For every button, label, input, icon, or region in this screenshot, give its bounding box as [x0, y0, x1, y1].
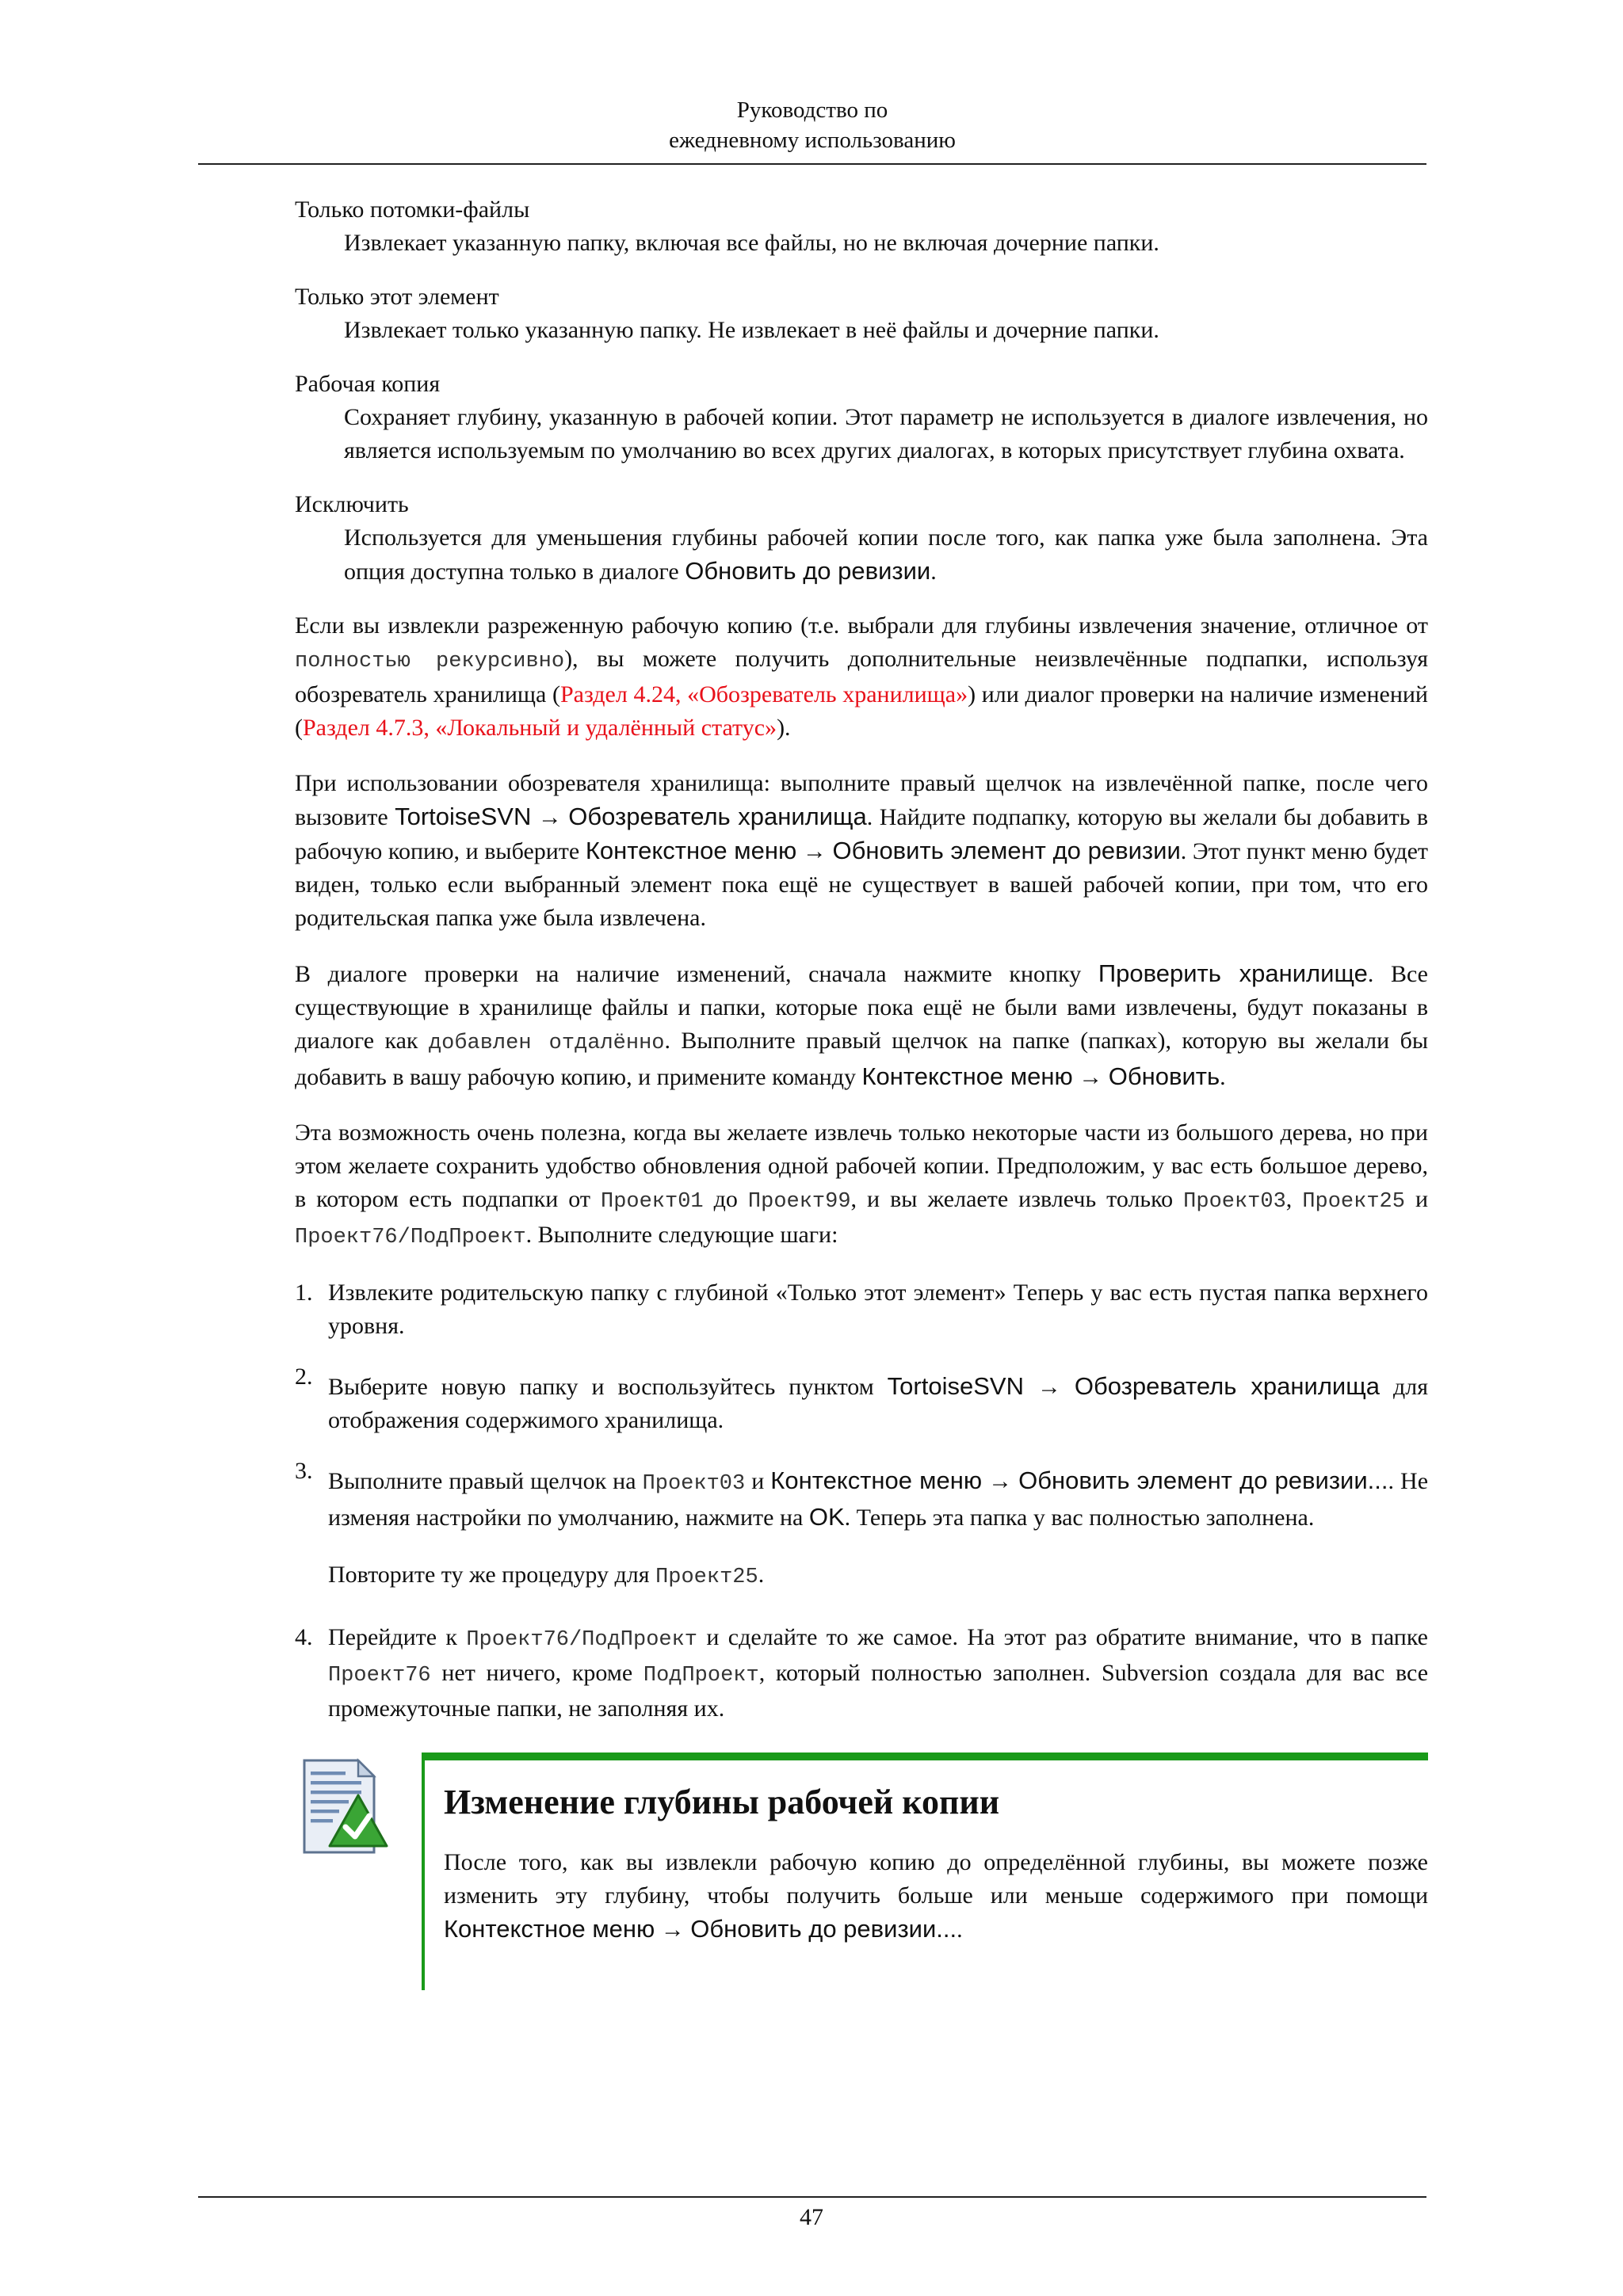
text-run: .	[930, 559, 937, 585]
text-run: ) или диалог проверки на наличие изменений (	[295, 681, 1428, 741]
code-literal: добавлен отдалённо	[428, 1032, 665, 1055]
step-text	[328, 1621, 1428, 1726]
step-number: 2.	[295, 1363, 313, 1390]
text-run: Выберите новую папку и воспользуйтесь пунктом	[328, 1374, 888, 1400]
gui-label: Обновить элемент до ревизии...	[1018, 1466, 1388, 1494]
text-run: Перейдите к	[328, 1624, 467, 1650]
code-literal: Проект25	[655, 1566, 758, 1589]
definition-term: Исключить	[295, 491, 409, 517]
text-run: ).	[777, 715, 791, 741]
code-literal: Проект01	[601, 1190, 704, 1214]
step-number: 3.	[295, 1458, 313, 1484]
text-run: и	[1404, 1186, 1429, 1212]
gui-label: Контекстное меню	[585, 837, 797, 864]
text-run: нет ничего, кроме	[430, 1660, 643, 1686]
text-run: Используется для уменьшения глубины рабочей копии после того, как папка уже была заполнена. Эта опция доступна только в диалоге	[344, 524, 1428, 585]
code-literal: ПодПроект	[643, 1664, 759, 1688]
list-item	[295, 1276, 1428, 1343]
text-run: ), вы можете получить дополнительные неизвлечённые подпапки, используя обозреватель хранилища (	[295, 646, 1428, 707]
step-number: 1.	[295, 1280, 313, 1306]
header-line-1: Руководство по	[736, 97, 888, 123]
gui-label: Обновить до ревизии	[685, 557, 931, 585]
definition-text	[344, 521, 1428, 589]
definition-list	[295, 193, 1428, 589]
text-run: .	[758, 1562, 765, 1588]
list-item	[295, 1458, 1429, 1594]
text-run: , и вы желаете извлечь только	[850, 1186, 1184, 1212]
code-literal: Проект25	[1302, 1190, 1405, 1214]
list-item	[295, 1621, 1428, 1726]
step-text	[328, 1370, 1428, 1437]
cross-reference-link[interactable]: Раздел 4.24, «Обозреватель хранилища»	[559, 681, 968, 707]
gui-label: Обновить до ревизии...	[690, 1915, 957, 1943]
code-literal: Проект03	[642, 1472, 746, 1496]
tip-box	[295, 1753, 1428, 1990]
arrow-icon: →	[537, 804, 562, 830]
definition-term: Только потомки-файлы	[295, 196, 530, 223]
gui-label: Контекстное меню	[770, 1466, 983, 1494]
paragraph-check-modifications	[295, 957, 1428, 1094]
gui-label: Обновить	[1108, 1062, 1220, 1090]
step-text	[328, 1558, 1428, 1594]
text-run: .	[1220, 1064, 1226, 1090]
text-run: и	[745, 1468, 771, 1494]
arrow-icon: →	[1037, 1374, 1061, 1400]
text-run: . Все существующие в хранилище файлы и папки, которые пока ещё не были вами извлечены, будут показаны в диалоге как	[295, 961, 1428, 1054]
running-header	[198, 95, 1426, 155]
definition-term: Рабочая копия	[295, 371, 441, 397]
paragraph-use-case	[295, 1116, 1428, 1254]
text-run: . Не изменяя настройки по умолчанию, нажмите на	[328, 1468, 1429, 1531]
text-run: для отображения содержимого хранилища.	[328, 1374, 1428, 1433]
definition-term: Только этот элемент	[295, 284, 499, 310]
arrow-icon: →	[988, 1468, 1013, 1494]
text-run: При использовании обозревателя хранилища: выполните правый щелчок на извлечённой папке, после чего вызовите	[295, 770, 1428, 830]
gui-label: OK	[808, 1503, 845, 1531]
main-content	[295, 193, 1428, 1990]
code-literal: Проект99	[747, 1190, 851, 1214]
text-run: После того, как вы извлекли рабочую копию до определённой глубины, вы можете позже изменить эту глубину, чтобы получить больше или меньше содержимого при помощи	[444, 1849, 1428, 1909]
steps-list	[295, 1276, 1428, 1726]
step-number: 4.	[295, 1624, 313, 1650]
header-divider	[198, 163, 1426, 165]
tip-document-check-icon	[295, 1757, 390, 1855]
definition-text: Извлекает только указанную папку. Не извлекает в неё файлы и дочерние папки.	[344, 317, 1159, 343]
header-line-2: ежедневному использованию	[669, 128, 956, 153]
text-run: до	[703, 1186, 748, 1212]
text-run: В диалоге проверки на наличие изменений, сначала нажмите кнопку	[295, 961, 1098, 987]
text-run: Повторите ту же процедуру для	[328, 1562, 656, 1588]
tip-text	[444, 1846, 1428, 1947]
arrow-icon: →	[802, 838, 827, 864]
arrow-icon: →	[660, 1917, 685, 1943]
gui-label: Обновить элемент до ревизии	[832, 837, 1181, 864]
text-run: Эта возможность очень полезна, когда вы желаете извлечь только некоторые части из большого дерева, но при этом желаете сохранить удобство обновления одной рабочей копии. Предположим, у вас есть большое дерево, в котором есть подпапки от	[295, 1119, 1428, 1212]
code-literal: Проект76	[328, 1664, 431, 1688]
definition-text: Сохраняет глубину, указанную в рабочей копии. Этот параметр не используется в диалоге извлечения, но является используемым по умолчанию во всех других диалогах, в которых присутствует глубина охвата.	[344, 404, 1428, 463]
text-run: Выполните правый щелчок на	[328, 1468, 643, 1494]
text-run: и сделайте то же самое. На этот раз обратите внимание, что в папке	[697, 1624, 1428, 1650]
footer-divider	[198, 2196, 1426, 2198]
text-run: . Выполните правый щелчок на папке (папках), которую вы желали бы добавить в вашу рабочую копию, и примените команду	[295, 1028, 1429, 1090]
gui-label: TortoiseSVN	[395, 803, 532, 830]
text-run: . Найдите подпапку, которую вы желали бы добавить в рабочую копию, и выберите	[295, 804, 1429, 864]
paragraph-sparse-checkout	[295, 609, 1428, 745]
cross-reference-link[interactable]: Раздел 4.7.3, «Локальный и удалённый статус»	[303, 715, 777, 741]
text-run: . Выполните следующие шаги:	[525, 1222, 838, 1248]
text-run: Если вы извлекли разреженную рабочую копию (т.е. выбрали для глубины извлечения значение, отличное от	[295, 612, 1428, 639]
code-literal: Проект03	[1183, 1190, 1286, 1214]
text-run: . Теперь эта папка у вас полностью заполнена.	[844, 1505, 1315, 1531]
list-item	[295, 1363, 1428, 1437]
gui-label: TortoiseSVN	[887, 1372, 1024, 1400]
gui-label: Проверить хранилище	[1098, 959, 1368, 987]
code-literal: Проект76/ПодПроект	[466, 1628, 698, 1652]
text-run: ,	[1285, 1186, 1303, 1212]
gui-label: Обозреватель хранилища	[1074, 1372, 1380, 1400]
tip-body	[422, 1753, 1428, 1990]
text-run: .	[957, 1917, 963, 1943]
gui-label: Контекстное меню	[861, 1062, 1073, 1090]
step-text: Извлеките родительскую папку с глубиной «Только этот элемент» Теперь у вас есть пустая папка верхнего уровня.	[328, 1280, 1428, 1339]
arrow-icon: →	[1079, 1064, 1103, 1090]
gui-label: Контекстное меню	[444, 1915, 655, 1943]
step-text	[328, 1464, 1428, 1535]
tip-title: Изменение глубины рабочей копии	[444, 1783, 1000, 1821]
text-run: , который полностью заполнен. Subversion создала для вас все промежуточные папки, не заполняя их.	[328, 1660, 1429, 1722]
definition-text: Извлекает указанную папку, включая все файлы, но не включая дочерние папки.	[344, 230, 1159, 256]
paragraph-repo-browser	[295, 767, 1428, 935]
code-literal: Проект76/ПодПроект	[295, 1226, 526, 1249]
page-number: 47	[800, 2204, 823, 2230]
code-literal: полностью рекурсивно	[295, 650, 565, 673]
gui-label: Обозреватель хранилища	[568, 803, 867, 830]
text-run: . Этот пункт меню будет виден, только если выбранный элемент пока ещё не существует в вашей рабочей копии, при том, что его родительская папка уже была извлечена.	[295, 838, 1429, 931]
